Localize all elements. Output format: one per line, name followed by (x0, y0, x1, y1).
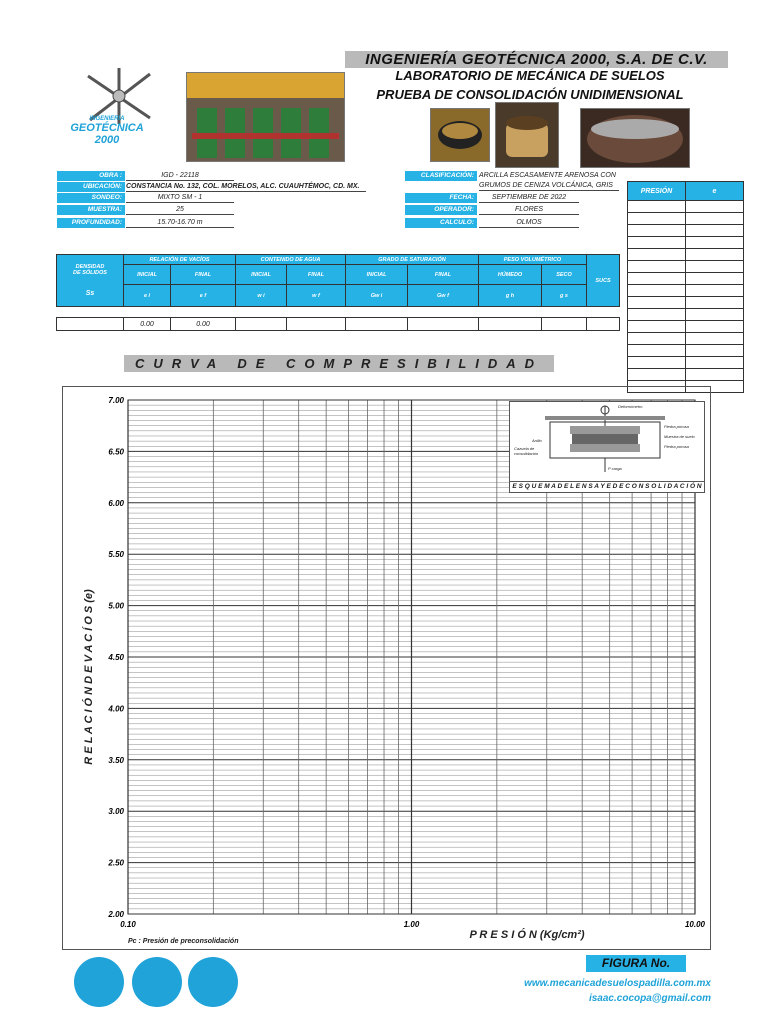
de-solidos-text: DE SÓLIDOS (73, 270, 107, 276)
pe-row (628, 213, 744, 225)
pressure-e-table (627, 181, 744, 393)
pe-row (628, 285, 744, 297)
densidad-header (57, 255, 124, 307)
presion-cell (628, 309, 686, 321)
presion-header: PRESIÓN (628, 182, 686, 201)
anillo-label: Anillo (532, 438, 542, 443)
sondeo-label: SONDEO: (57, 193, 125, 203)
e-cell (686, 225, 744, 237)
email-link[interactable]: isaac.cocopa@gmail.com (588, 993, 711, 1004)
y-tick-label: 5.50 (108, 550, 124, 560)
e-cell (686, 333, 744, 345)
lab-title: LABORATORIO DE MECÁNICA DE SUELOS (395, 68, 665, 83)
y-tick-label: 2.50 (108, 858, 124, 868)
e-f-symbol: e f (171, 285, 236, 307)
sample-photo-2 (495, 102, 559, 168)
deformimetro-label: Deformímetro (618, 404, 643, 409)
piedra-abajo-label: Piedra porosa (664, 444, 689, 449)
footer-logo-1-icon (74, 957, 124, 1007)
y-tick-label: 3.00 (108, 807, 124, 817)
y-tick-label: 3.50 (108, 755, 124, 765)
sucs-value (587, 318, 620, 331)
pe-row (628, 225, 744, 237)
fecha-label: FECHA: (405, 193, 477, 203)
peso-volumetrico-header: PESO VOLUMÉTRICO (479, 255, 587, 265)
pe-row (628, 357, 744, 369)
company-banner: INGENIERÍA GEOTÉCNICA 2000, S.A. DE C.V. (345, 51, 728, 68)
e-final-header: FINAL (171, 265, 236, 285)
e-cell (686, 249, 744, 261)
g-h-symbol: g h (479, 285, 542, 307)
sample-photo-3 (580, 108, 690, 168)
grado-saturacion-header: GRADO DE SATURACIÓN (346, 255, 479, 265)
y-tick-label: 4.50 (108, 653, 124, 662)
operador-label: OPERADOR: (405, 205, 477, 215)
profundidad-label: PROFUNDIDAD: (57, 218, 125, 228)
presion-cell (628, 213, 686, 225)
y-axis-title: R E L A C I Ó N D E V A C Í O S (e) (83, 589, 95, 765)
e-i-symbol: e i (124, 285, 171, 307)
pe-row (628, 321, 744, 333)
pe-row (628, 261, 744, 273)
y-tick-label: 6.50 (108, 447, 124, 457)
calculo-value: OLMOS (479, 218, 579, 228)
operador-value: FLORES (479, 205, 579, 215)
x-axis-title: P R E S I Ó N (Kg/cm²) (469, 929, 585, 941)
pe-row (628, 201, 744, 213)
e-cell (686, 261, 744, 273)
clasificacion-label: CLASIFICACIÓN: (405, 171, 477, 181)
test-title: PRUEBA DE CONSOLIDACIÓN UNIDIMENSIONAL (376, 87, 684, 102)
e-cell (686, 369, 744, 381)
presion-cell (628, 237, 686, 249)
logo-line-1: INGENIERÍA (89, 116, 125, 122)
logo-line-3: 2000 (94, 134, 120, 146)
obra-value: IGD - 22118 (126, 171, 234, 181)
schematic-title: E S Q U E M A D E L E N S A Y E D E C O N S O L I D A C I Ó N (510, 481, 704, 490)
x-tick-label: 0.10 (120, 920, 136, 929)
presion-cell (628, 285, 686, 297)
ubicacion-label: UBICACIÓN: (57, 182, 125, 192)
gw-i-value (346, 318, 408, 331)
pe-row (628, 273, 744, 285)
muestra-label: MUESTRA: (57, 205, 125, 215)
presion-cell (628, 369, 686, 381)
presion-cell (628, 297, 686, 309)
e-cell (686, 273, 744, 285)
e-header: e (686, 182, 744, 201)
e-cell (686, 297, 744, 309)
y-tick-label: 6.00 (108, 498, 124, 508)
presion-cell (628, 201, 686, 213)
footer-logo-2-icon (132, 957, 182, 1007)
e-cell (686, 309, 744, 321)
clasificacion-value-1: ARCILLA ESCASAMENTE ARENOSA CON (479, 172, 616, 179)
obra-label: OBRA : (57, 171, 125, 181)
presion-cell (628, 261, 686, 273)
fecha-value: SEPTIEMBRE DE 2022 (479, 193, 579, 203)
chart-title: CURVA DE COMPRESIBILIDAD (124, 355, 554, 372)
x-tick-label: 1.00 (403, 920, 420, 929)
muestra-value: 25 (126, 205, 234, 215)
ss-symbol: Ss (85, 290, 95, 297)
e-f-value: 0.00 (171, 318, 236, 331)
e-cell (686, 285, 744, 297)
properties-header-table (56, 254, 620, 307)
e-cell (686, 321, 744, 333)
pc-note: Pc : Presión de preconsolidación (128, 938, 239, 945)
e-cell (686, 201, 744, 213)
e-cell (686, 213, 744, 225)
e-cell (686, 357, 744, 369)
sample-photo-1 (430, 108, 490, 162)
ubicacion-value: CONSTANCIA No. 132, COL. MORELOS, ALC. CUAUHTÉMOC, CD. MX. (126, 182, 366, 192)
y-tick-label: 2.00 (108, 910, 124, 919)
footer-logos (70, 955, 245, 1007)
gw-f-value (408, 318, 479, 331)
profundidad-value: 15.70-16.70 m (126, 218, 234, 228)
piedra-arriba-label: Piedra porosa (664, 424, 689, 429)
x-tick-label: 10.00 (684, 920, 706, 929)
gw-f-symbol: Gw f (408, 285, 479, 307)
g-s-value (542, 318, 587, 331)
e-cell (686, 237, 744, 249)
w-i-value (236, 318, 287, 331)
gw-final-header: FINAL (408, 265, 479, 285)
pe-row (628, 333, 744, 345)
presion-cell (628, 357, 686, 369)
website-link[interactable]: www.mecanicadesuelospadilla.com.mx (524, 978, 711, 989)
presion-cell (628, 345, 686, 357)
presion-cell (628, 333, 686, 345)
consolidation-schematic (509, 401, 705, 493)
e-cell (686, 345, 744, 357)
w-inicial-header: INICIAL (236, 265, 287, 285)
presion-cell (628, 321, 686, 333)
carga-label: P carga (608, 466, 622, 471)
figura-label: FIGURA No. (586, 955, 686, 972)
calculo-label: CALCULO: (405, 218, 477, 228)
seco-header: SECO (542, 265, 587, 285)
humedo-header: HÚMEDO (479, 265, 542, 285)
properties-values-table (56, 317, 620, 331)
sondeo-value: MIXTO SM - 1 (126, 193, 234, 203)
presion-cell (628, 225, 686, 237)
pe-row (628, 297, 744, 309)
footer-logo-3-icon (188, 957, 238, 1007)
muestra-suelo-label: Muestra de suelo (664, 434, 695, 439)
w-f-value (287, 318, 346, 331)
w-i-symbol: w i (236, 285, 287, 307)
pe-row (628, 309, 744, 321)
g-h-value (479, 318, 542, 331)
clasificacion-value-2: GRUMOS DE CENIZA VOLCÁNICA, GRIS (479, 181, 619, 191)
w-final-header: FINAL (287, 265, 346, 285)
e-i-value: 0.00 (124, 318, 171, 331)
w-f-symbol: w f (287, 285, 346, 307)
logo-text (62, 116, 152, 146)
pe-row (628, 345, 744, 357)
pe-row (628, 237, 744, 249)
lab-equipment-photo (186, 72, 345, 162)
y-tick-label: 7.00 (108, 396, 124, 405)
presion-cell (628, 249, 686, 261)
sucs-header: SUCS (587, 255, 620, 307)
e-inicial-header: INICIAL (124, 265, 171, 285)
presion-cell (628, 273, 686, 285)
contenido-agua-header: CONTENIDO DE AGUA (236, 255, 346, 265)
relacion-vacios-header: RELACIÓN DE VACÍOS (124, 255, 236, 265)
logo-line-2: GEOTÉCNICA (70, 122, 144, 134)
y-tick-label: 5.00 (108, 601, 124, 611)
ss-value (57, 318, 124, 331)
g-s-symbol: g s (542, 285, 587, 307)
pe-row (628, 249, 744, 261)
pe-row (628, 369, 744, 381)
gw-inicial-header: INICIAL (346, 265, 408, 285)
y-tick-label: 4.00 (108, 704, 124, 714)
gw-i-symbol: Gw i (346, 285, 408, 307)
cazuela-label: Cazuela de consolidación (514, 446, 539, 456)
densidad-text: DENSIDAD (75, 264, 105, 270)
